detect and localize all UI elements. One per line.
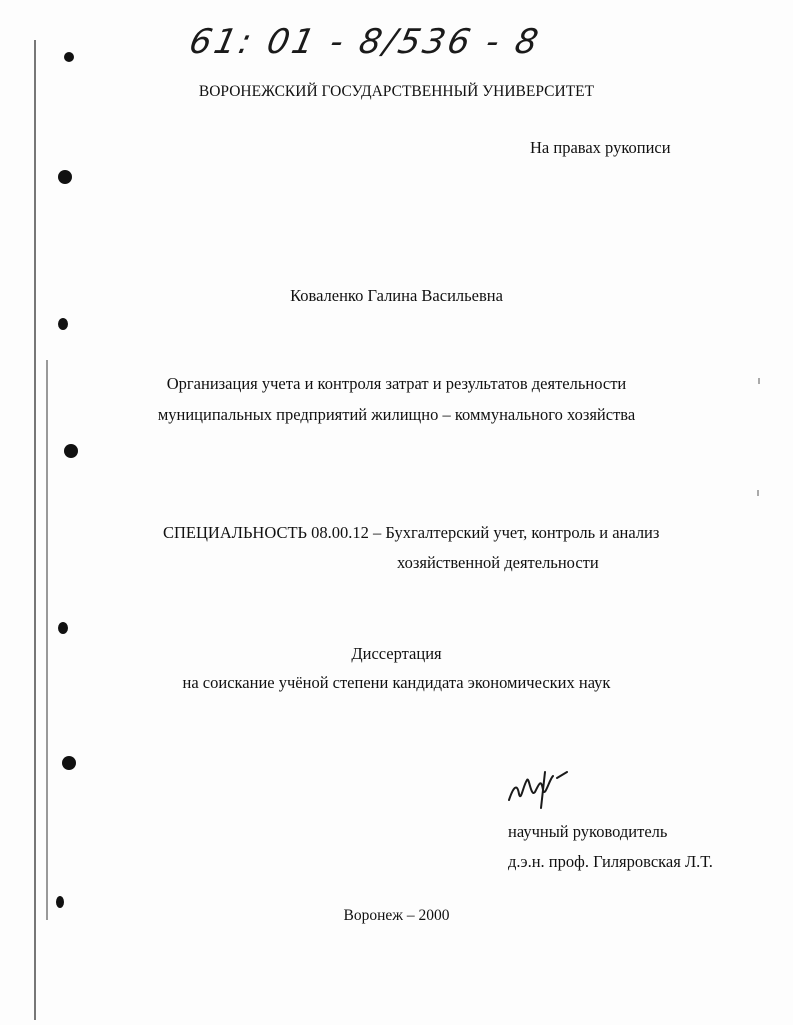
archive-code-handwritten: 61: 01 - 8/536 - 8 (185, 22, 545, 62)
specialty-line-2: хозяйственной деятельности (397, 553, 599, 572)
supervisor-role: научный руководитель (508, 822, 668, 841)
title-line-2: муниципальных предприятий жилищно – коммунального хозяйства (157, 405, 636, 424)
binding-hole (58, 318, 68, 330)
place-and-year: Воронеж – 2000 (343, 907, 450, 924)
document-type: Диссертация (351, 644, 442, 663)
binding-hole (64, 444, 78, 458)
binding-hole (64, 52, 74, 62)
binding-edge-line-inner (46, 360, 48, 920)
binding-hole (62, 756, 76, 770)
manuscript-rights-note: На правах рукописи (530, 138, 671, 157)
title-line-1: Организация учета и контроля затрат и результатов деятельности (166, 374, 627, 393)
supervisor-signature (505, 768, 575, 812)
specialty-line-1: СПЕЦИАЛЬНОСТЬ 08.00.12 – Бухгалтерский учет, контроль и анализ (163, 523, 660, 542)
supervisor-name: д.э.н. проф. Гиляровская Л.Т. (508, 852, 713, 871)
university-name: ВОРОНЕЖСКИЙ ГОСУДАРСТВЕННЫЙ УНИВЕРСИТЕТ (198, 83, 595, 100)
binding-hole (58, 170, 72, 184)
binding-edge-line (34, 40, 36, 1020)
author-name: Коваленко Галина Васильевна (290, 286, 503, 305)
binding-hole (58, 622, 68, 634)
scan-speck (757, 490, 759, 496)
degree-statement: на соискание учёной степени кандидата экономических наук (182, 673, 611, 692)
